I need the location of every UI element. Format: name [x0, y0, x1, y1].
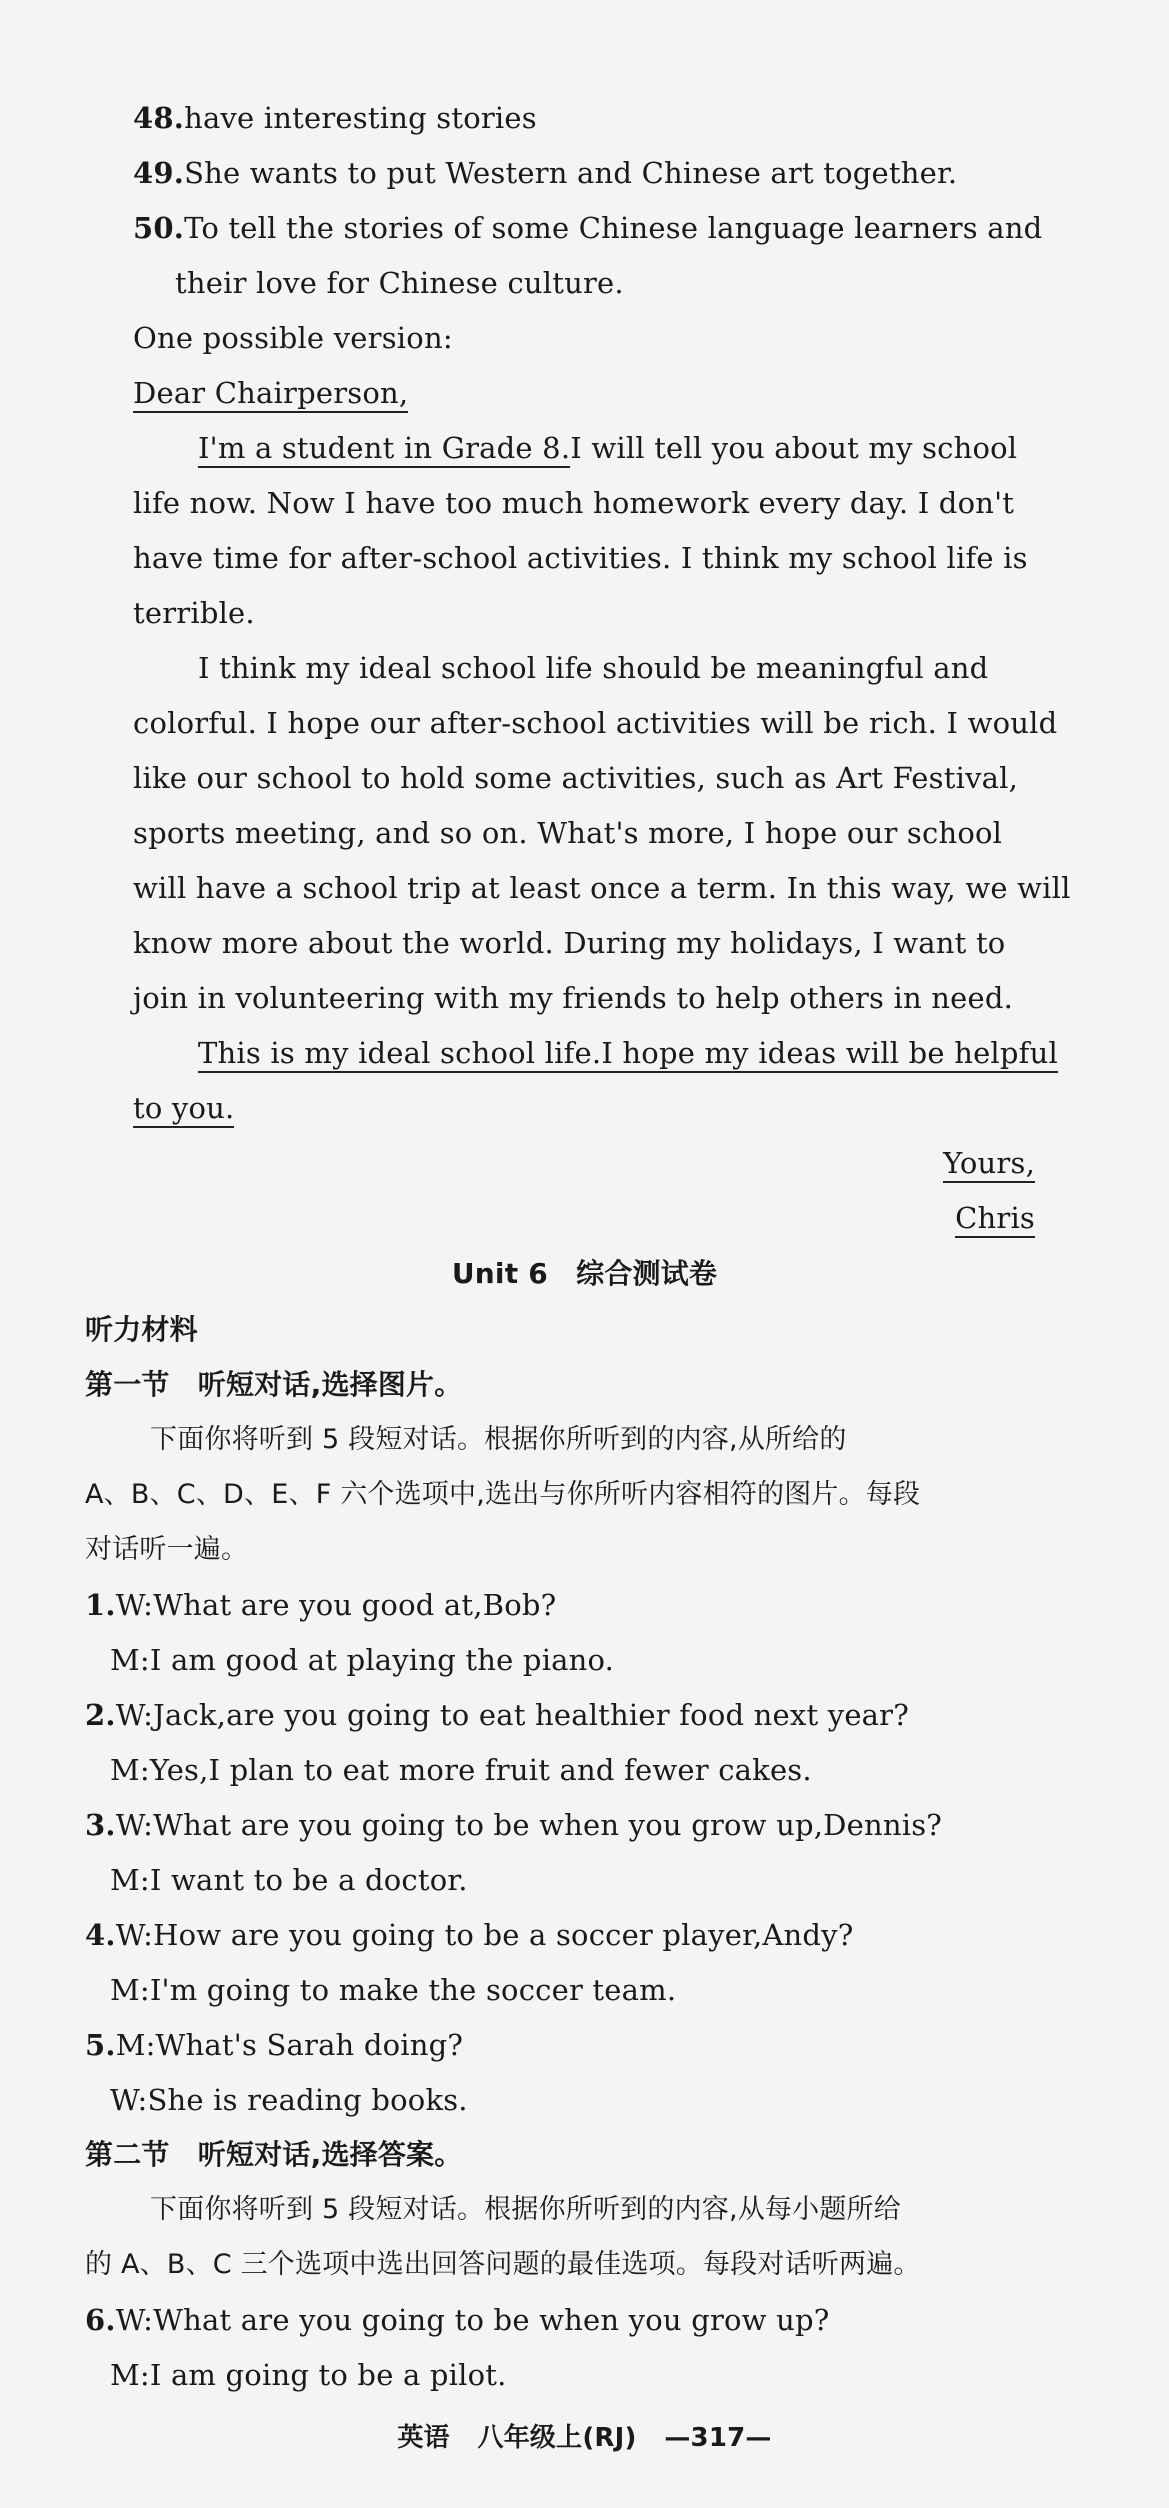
- section1-instruction-line-2: A、B、C、D、E、F 六个选项中,选出与你所听内容相符的图片。每段: [85, 1479, 921, 1510]
- dialogue-2-line-2: M:Yes,I plan to eat more fruit and fewer cakes.: [110, 1753, 812, 1787]
- footer-page-number: —317—: [664, 2423, 772, 2453]
- page-footer: [0, 2418, 1169, 2458]
- letter-p2-line-4: sports meeting, and so on. What's more, I hope our school: [133, 816, 1003, 850]
- footer-subject: 英语: [397, 2423, 450, 2453]
- letter-p2-line-1: I think my ideal school life should be meaningful and: [198, 651, 989, 685]
- dialogue-6-line-2: M:I am going to be a pilot.: [110, 2358, 507, 2392]
- letter-p3-line-1: This is my ideal school life.I hope my ideas will be helpful: [198, 1033, 1058, 1073]
- letter-signature: Chris: [955, 1198, 1035, 1238]
- dialogue-5-line-1: 5.M:What's Sarah doing?: [85, 2028, 464, 2062]
- section2-instruction-line-2: 的 A、B、C 三个选项中选出回答问题的最佳选项。每段对话听两遍。: [85, 2249, 921, 2280]
- answer-49: 49.She wants to put Western and Chinese art together.: [133, 156, 958, 190]
- letter-p2-line-5: will have a school trip at least once a term. In this way, we will: [133, 871, 1071, 905]
- section2-instruction-line-1: 下面你将听到 5 段短对话。根据你所听到的内容,从每小题所给: [150, 2194, 901, 2225]
- listening-title: 听力材料: [85, 1313, 198, 1346]
- section1-title: 第一节 听短对话,选择图片。: [85, 1368, 463, 1401]
- dialogue-5-line-2: W:She is reading books.: [110, 2083, 468, 2117]
- unit-title: Unit 6 综合测试卷: [451, 1257, 718, 1290]
- section1-instruction-line-1: 下面你将听到 5 段短对话。根据你所听到的内容,从所给的: [150, 1424, 847, 1455]
- answer-50: 50.To tell the stories of some Chinese language learners and: [133, 211, 1043, 245]
- letter-p3-line-2: to you.: [133, 1088, 234, 1128]
- dialogue-1-line-2: M:I am good at playing the piano.: [110, 1643, 615, 1677]
- answer-50-continued: their love for Chinese culture.: [175, 266, 624, 300]
- section2-title: 第二节 听短对话,选择答案。: [85, 2138, 463, 2171]
- dialogue-4-line-2: M:I'm going to make the soccer team.: [110, 1973, 677, 2007]
- footer-grade: 八年级上(RJ): [477, 2423, 637, 2453]
- letter-p2-line-6: know more about the world. During my holidays, I want to: [133, 926, 1006, 960]
- letter-closing: Yours,: [943, 1143, 1035, 1183]
- answer-48: 48.have interesting stories: [133, 101, 537, 135]
- section1-instruction-line-3: 对话听一遍。: [85, 1534, 249, 1565]
- letter-p1-line-3: have time for after-school activities. I think my school life is: [133, 541, 1028, 575]
- letter-p1-line-4: terrible.: [133, 596, 255, 630]
- dialogue-2-line-1: 2.W:Jack,are you going to eat healthier food next year?: [85, 1698, 909, 1732]
- letter-greeting: Dear Chairperson,: [133, 373, 408, 413]
- dialogue-3-line-1: 3.W:What are you going to be when you grow up,Dennis?: [85, 1808, 943, 1842]
- letter-p2-line-7: join in volunteering with my friends to help others in need.: [133, 981, 1014, 1015]
- letter-p1-line-2: life now. Now I have too much homework every day. I don't: [133, 486, 1015, 520]
- version-label: One possible version:: [133, 321, 453, 355]
- letter-p1-line-1: I'm a student in Grade 8.I will tell you about my school: [198, 428, 1017, 468]
- dialogue-4-line-1: 4.W:How are you going to be a soccer player,Andy?: [85, 1918, 854, 1952]
- letter-p2-line-2: colorful. I hope our after-school activities will be rich. I would: [133, 706, 1058, 740]
- dialogue-6-line-1: 6.W:What are you going to be when you grow up?: [85, 2303, 830, 2337]
- dialogue-3-line-2: M:I want to be a doctor.: [110, 1863, 468, 1897]
- letter-p2-line-3: like our school to hold some activities, such as Art Festival,: [133, 761, 1019, 795]
- dialogue-1-line-1: 1.W:What are you good at,Bob?: [85, 1588, 557, 1622]
